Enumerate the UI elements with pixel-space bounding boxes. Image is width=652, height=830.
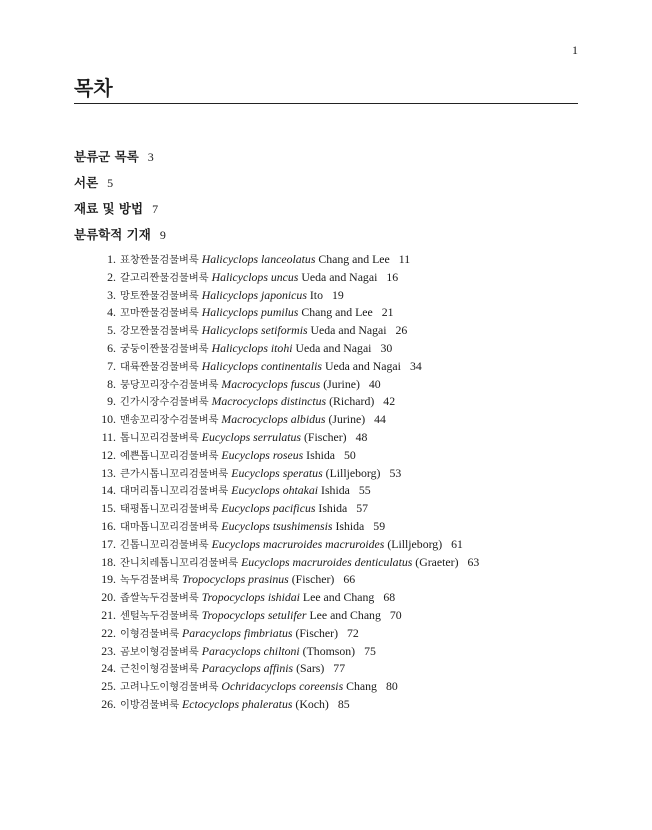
korean-name: 갈고리짠물검물벼룩 [120,272,209,284]
scientific-name: Tropocyclops setulifer [201,607,307,622]
entry-page-number: 34 [409,358,422,373]
entry-number: 19. [101,572,116,587]
entry-page-number: 42 [383,394,396,409]
entry-page-number: 59 [373,518,386,533]
entry-number: 2. [107,269,116,284]
korean-name: 표창짠물검물벼룩 [120,255,199,266]
toc-species-entry[interactable] [96,305,479,323]
scientific-name: Eucyclops macruroides denticulatus [241,554,413,569]
korean-name: 강모짠물검물벼룩 [120,326,199,338]
scientific-name: Eucyclops roseus [221,447,304,462]
korean-name: 망토짠물검물벼룩 [120,290,199,302]
korean-name: 센털녹두검물벼룩 [120,610,199,622]
korean-name: 궁둥이짠물검물벼룩 [120,343,209,355]
korean-name: 대마톱니꼬리검물벼룩 [120,521,219,533]
section-label: 분류학적 기재 [74,227,151,242]
korean-name: 태평톱니꼬리검물벼룩 [120,504,219,516]
author-name: Ueda and Nagai [310,323,387,338]
scientific-name: Eucyclops speratus [231,465,323,480]
author-name: (Richard) [329,394,375,409]
entry-number: 15. [101,501,116,516]
entry-page-number: 30 [380,340,393,355]
korean-name: 대륙짠물검물벼룩 [120,361,199,373]
scientific-name: Paracyclops affinis [201,661,294,676]
entry-number: 5. [107,323,116,338]
scientific-name: Eucyclops ohtakai [231,483,319,498]
scientific-name: Halicyclops setiformis [201,323,308,338]
entry-page-number: 63 [467,554,480,569]
toc-species-entry[interactable] [96,252,479,270]
entry-number: 9. [107,394,116,409]
entry-page-number: 19 [331,287,344,302]
author-name: (Fischer) [291,572,335,587]
entry-page-number: 72 [347,625,359,640]
toc-species-entry[interactable] [96,679,479,697]
scientific-name: Paracyclops fimbriatus [182,625,293,640]
toc-species-entry[interactable] [96,519,479,537]
author-name: Ueda and Nagai [324,358,401,373]
toc-species-entry[interactable] [96,323,479,341]
entry-number: 17. [101,536,116,551]
author-name: Lee and Chang [309,607,381,622]
entry-number: 26. [101,696,116,711]
author-name: (Jurine) [323,376,360,391]
entry-number: 8. [107,376,116,391]
toc-species-entry[interactable] [96,394,479,412]
scientific-name: Eucyclops tsushimensis [221,518,333,533]
korean-name: 긴가시장수검물벼룩 [120,397,209,409]
entry-number: 25. [101,679,116,694]
page-number: 1 [572,43,578,57]
scientific-name: Halicyclops japonicus [201,287,307,302]
author-name: (Lilljeborg) [325,465,381,480]
author-name: Lee and Chang [302,590,375,605]
author-name: (Thomson) [302,643,356,658]
scientific-name: Tropocyclops ishidai [201,590,300,605]
entry-page-number: 66 [343,572,356,587]
section-page-number: 7 [152,202,159,216]
entry-number: 11. [101,429,116,444]
entry-number: 4. [107,305,116,320]
scientific-name: Paracyclops chiltoni [201,643,300,658]
korean-name: 큰가시톱니꼬리검물벼룩 [120,468,229,480]
scientific-name: Macrocyclops fuscus [221,376,321,391]
author-name: Chang and Lee [318,252,390,266]
entry-number: 14. [101,483,116,498]
toc-species-entry[interactable] [96,448,479,466]
toc-species-entry[interactable] [96,555,479,573]
toc-species-entry[interactable] [96,608,479,626]
toc-species-entry[interactable] [96,270,479,288]
entry-number: 21. [101,607,116,622]
scientific-name: Eucyclops serrulatus [201,429,302,444]
author-name: (Sars) [296,661,325,676]
section-label: 분류군 목록 [74,149,139,164]
entry-page-number: 70 [389,607,402,622]
korean-name: 맨송꼬리장수검물벼룩 [120,415,219,427]
entry-page-number: 68 [383,590,396,605]
entry-page-number: 11 [398,252,411,266]
scientific-name: Ochridacyclops coreensis [221,679,344,694]
entry-page-number: 26 [395,323,408,338]
entry-page-number: 57 [356,501,369,516]
toc-section-entry[interactable] [74,226,166,252]
korean-name: 톱니꼬리검물벼룩 [120,432,199,444]
toc-species-entry[interactable] [96,359,479,377]
toc-species-entry[interactable] [96,661,479,679]
toc-species-entry[interactable] [96,501,479,519]
author-name: Ishida [318,501,348,516]
toc-section-entry[interactable] [74,200,166,226]
entry-page-number: 61 [451,536,463,551]
entry-number: 16. [101,518,116,533]
entry-number: 24. [101,661,116,676]
scientific-name: Tropocyclops prasinus [182,572,289,587]
entry-number: 20. [101,590,116,605]
species-list [96,252,479,715]
section-label: 재료 및 방법 [74,201,144,216]
author-name: (Graeter) [415,554,459,569]
toc-species-entry[interactable] [96,644,479,662]
korean-name: 좁쌀녹두검물벼룩 [120,593,199,605]
entry-page-number: 21 [381,305,394,320]
entry-page-number: 75 [364,643,376,658]
author-name: Ishida [306,447,336,462]
section-page-number: 9 [159,228,166,242]
scientific-name: Halicyclops itohi [211,340,293,355]
toc-section-entry[interactable] [74,148,166,174]
author-name: Ueda and Nagai [301,269,378,284]
toc-species-entry[interactable] [96,430,479,448]
scientific-name: Macrocyclops albidus [221,412,326,427]
toc-species-entry[interactable] [96,483,479,501]
toc-species-entry[interactable] [96,288,479,306]
entry-number: 3. [107,287,116,302]
author-name: (Fischer) [303,429,347,444]
scientific-name: Eucyclops pacificus [221,501,316,516]
section-list [74,148,166,252]
author-name: Chang [346,679,377,694]
author-name: Ueda and Nagai [295,340,372,355]
korean-name: 근친이형검물벼룩 [120,664,199,676]
korean-name: 대머리톱니꼬리검물벼룩 [120,486,229,498]
entry-page-number: 40 [368,376,381,391]
scientific-name: Halicyclops continentalis [201,358,322,373]
entry-page-number: 53 [389,465,402,480]
korean-name: 긴톱니꼬리검물벼룩 [120,539,209,551]
author-name: Ito [309,287,323,302]
scientific-name: Halicyclops uncus [211,269,299,284]
korean-name: 꼬마짠물검물벼룩 [120,308,199,320]
toc-species-entry[interactable] [96,377,479,395]
entry-page-number: 16 [386,269,399,284]
entry-number: 18. [101,554,116,569]
entry-page-number: 48 [355,429,368,444]
korean-name: 뭉당꼬리장수검물벼룩 [120,379,219,391]
scientific-name: Halicyclops pumilus [201,305,299,320]
author-name: (Koch) [295,696,329,711]
page-title: 목차 [74,76,578,104]
scientific-name: Ectocyclops phaleratus [182,696,293,711]
entry-number: 6. [107,340,116,355]
toc-section-entry[interactable] [74,174,166,200]
entry-page-number: 85 [337,696,350,711]
korean-name: 예쁜톱니꼬리검물벼룩 [120,450,219,462]
entry-page-number: 55 [358,483,371,498]
entry-page-number: 77 [333,661,346,676]
scientific-name: Halicyclops lanceolatus [201,252,316,266]
toc-species-entry[interactable] [96,590,479,608]
scientific-name: Eucyclops macruroides macruroides [211,536,385,551]
toc-species-entry[interactable] [96,626,479,644]
toc-species-entry[interactable] [96,572,479,590]
entry-number: 22. [101,625,116,640]
entry-page-number: 80 [385,679,398,694]
korean-name: 곰보이형검물벼룩 [120,646,199,658]
author-name: (Jurine) [328,412,366,427]
entry-page-number: 44 [374,412,386,427]
toc-species-entry[interactable] [96,466,479,484]
entry-number: 10. [101,412,116,427]
korean-name: 잔니치레톱니꼬리검물벼룩 [120,557,239,569]
section-page-number: 3 [147,150,154,164]
entry-number: 13. [101,465,116,480]
section-page-number: 5 [107,176,114,190]
toc-species-entry[interactable] [96,697,479,715]
author-name: Chang and Lee [301,305,373,320]
entry-number: 1. [107,252,116,266]
entry-number: 7. [107,358,116,373]
section-label: 서론 [74,175,99,190]
toc-species-entry[interactable] [96,341,479,359]
korean-name: 이방검물벼룩 [120,699,180,711]
toc-species-entry[interactable] [96,537,479,555]
entry-page-number: 50 [344,447,356,462]
author-name: Ishida [335,518,365,533]
entry-number: 12. [101,447,116,462]
korean-name: 이형검물벼룩 [120,628,180,640]
scientific-name: Macrocyclops distinctus [211,394,327,409]
entry-number: 23. [101,643,116,658]
korean-name: 녹두검물벼룩 [120,575,180,587]
author-name: (Lilljeborg) [387,536,443,551]
toc-species-entry[interactable] [96,412,479,430]
korean-name: 고려나도이형검물벼룩 [120,682,219,694]
author-name: Ishida [321,483,350,498]
author-name: (Fischer) [295,625,339,640]
